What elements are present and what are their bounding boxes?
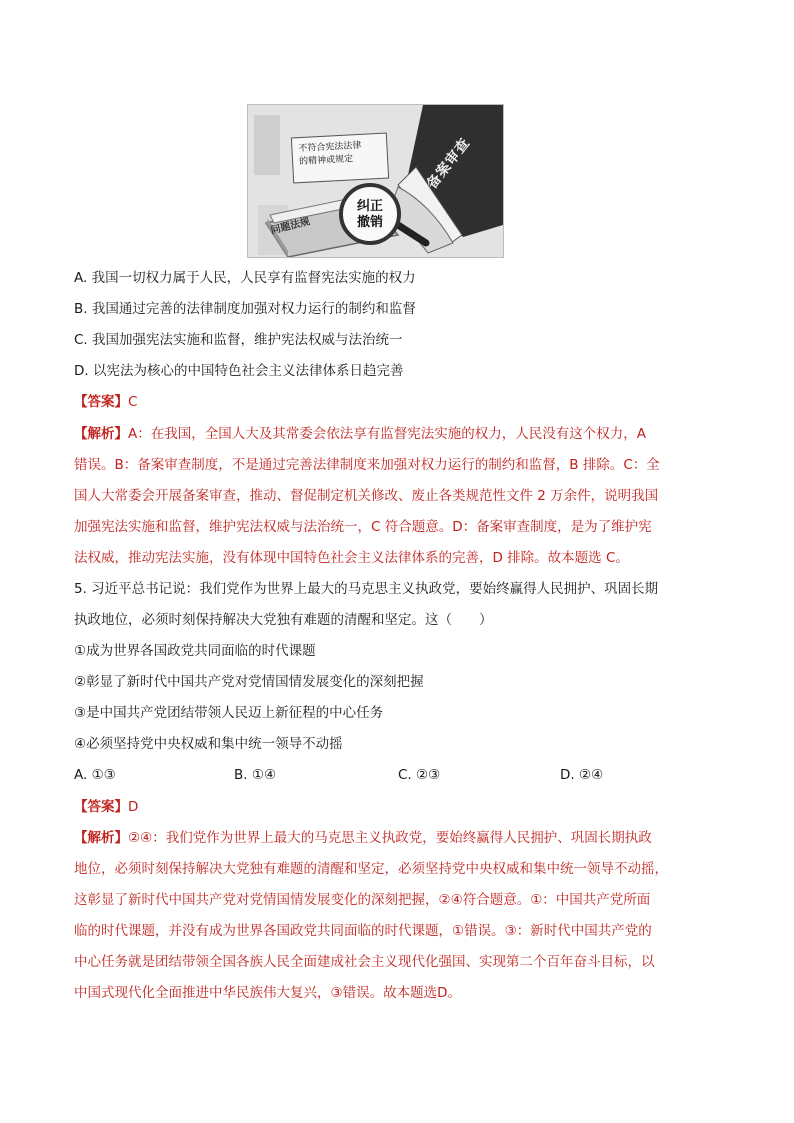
figure-note-line2: 的精神或规定 [298,154,354,168]
q4-option-b: B. 我国通过完善的法律制度加强对权力运行的制约和监督 [74,301,416,317]
q5-statement-2: ②彰显了新时代中国共产党对党情国情发展变化的深刻把握 [74,674,424,690]
book-label: 问题法规 [269,216,312,237]
q5-choice-d: D. ②④ [560,767,604,783]
q5-stem-line-2: 执政地位，必须时刻保持解决大党独有难题的清醒和坚定。这（ ） [74,612,493,628]
q5-answer-value: D [128,799,139,815]
q4-answer-value: C [128,394,138,410]
q5-analysis-line-5: 中心任务就是团结带领全国各族人民全面建成社会主义现代化强国、实现第二个百年奋斗目标，以 [74,954,655,970]
q5-answer-key: 【答案】 [74,799,128,815]
q4-analysis-line-2: 错误。B：备案审查制度，不是通过完善法律制度来加强对权力运行的制约和监督，B 排除。C：全 [74,457,660,473]
q4-option-c: C. 我国加强宪法实施和监督，维护宪法权威与法治统一 [74,332,403,348]
lens-line1: 纠正 [356,199,383,214]
q5-analysis-line-3: 这彰显了新时代中国共产党对党情国情发展变化的深刻把握，②④符合题意。①：中国共产党所面 [74,892,651,908]
q4-answer [74,392,734,412]
q5-choice-b: B. ①④ [234,767,277,783]
q5-analysis-line-2: 地位，必须时刻保持解决大党独有难题的清醒和坚定，必须坚持党中央权威和集中统一领导不动摇， [74,861,668,877]
q5-stem-line-1: 5. 习近平总书记说：我们党作为世界上最大的马克思主义执政党，要始终赢得人民拥护、巩固长期 [74,581,659,597]
q5-choice-c: C. ②③ [398,767,441,783]
q4-analysis-line-4: 加强宪法实施和监督，维护宪法权威与法治统一，C 符合题意。D：备案审查制度，是为了维护宪 [74,519,652,535]
figure-note [291,133,389,184]
magnifier-lens [339,183,401,245]
q4-analysis-text-1: A：在我国，全国人大及其常委会依法享有监督宪法实施的权力，人民没有这个权力，A [128,426,646,442]
q5-analysis-line-1 [74,828,734,848]
q5-analysis-text-1: ②④：我们党作为世界上最大的马克思主义执政党，要始终赢得人民拥护、巩固长期执政 [128,830,652,846]
q4-analysis-line-5: 法权威，推动宪法实施，没有体现中国特色社会主义法律体系的完善，D 排除。故本题选 C。 [74,550,629,566]
q4-option-a: A. 我国一切权力属于人民，人民享有监督宪法实施的权力 [74,270,416,286]
q4-analysis-line-1 [74,424,734,444]
sleeve-label: 备案审查 [424,135,474,193]
q5-choice-a: A. ①③ [74,767,116,783]
q5-statement-4: ④必须坚持党中央权威和集中统一领导不动摇 [74,736,343,752]
lens-line2: 撤销 [356,215,383,230]
q4-option-d: D. 以宪法为核心的中国特色社会主义法律体系日趋完善 [74,363,404,379]
q5-statement-3: ③是中国共产党团结带领人民迈上新征程的中心任务 [74,705,384,721]
cartoon-figure [247,104,504,258]
figure-note-line1: 不符合宪法法律 [298,140,362,155]
q5-statement-1: ①成为世界各国政党共同面临的时代课题 [74,643,316,659]
q4-analysis-key: 【解析】 [74,426,128,442]
q5-analysis-key: 【解析】 [74,830,128,846]
q5-answer [74,797,734,817]
q5-analysis-line-6: 中国式现代化全面推进中华民族伟大复兴，③错误。故本题选D。 [74,985,461,1001]
q5-analysis-line-4: 临的时代课题，并没有成为世界各国政党共同面临的时代课题，①错误。③：新时代中国共产党的 [74,923,652,939]
q4-answer-key: 【答案】 [74,394,128,410]
q4-analysis-line-3: 国人大常委会开展备案审查，推动、督促制定机关修改、废止各类规范性文件 2 万余件，说明我国 [74,488,659,504]
